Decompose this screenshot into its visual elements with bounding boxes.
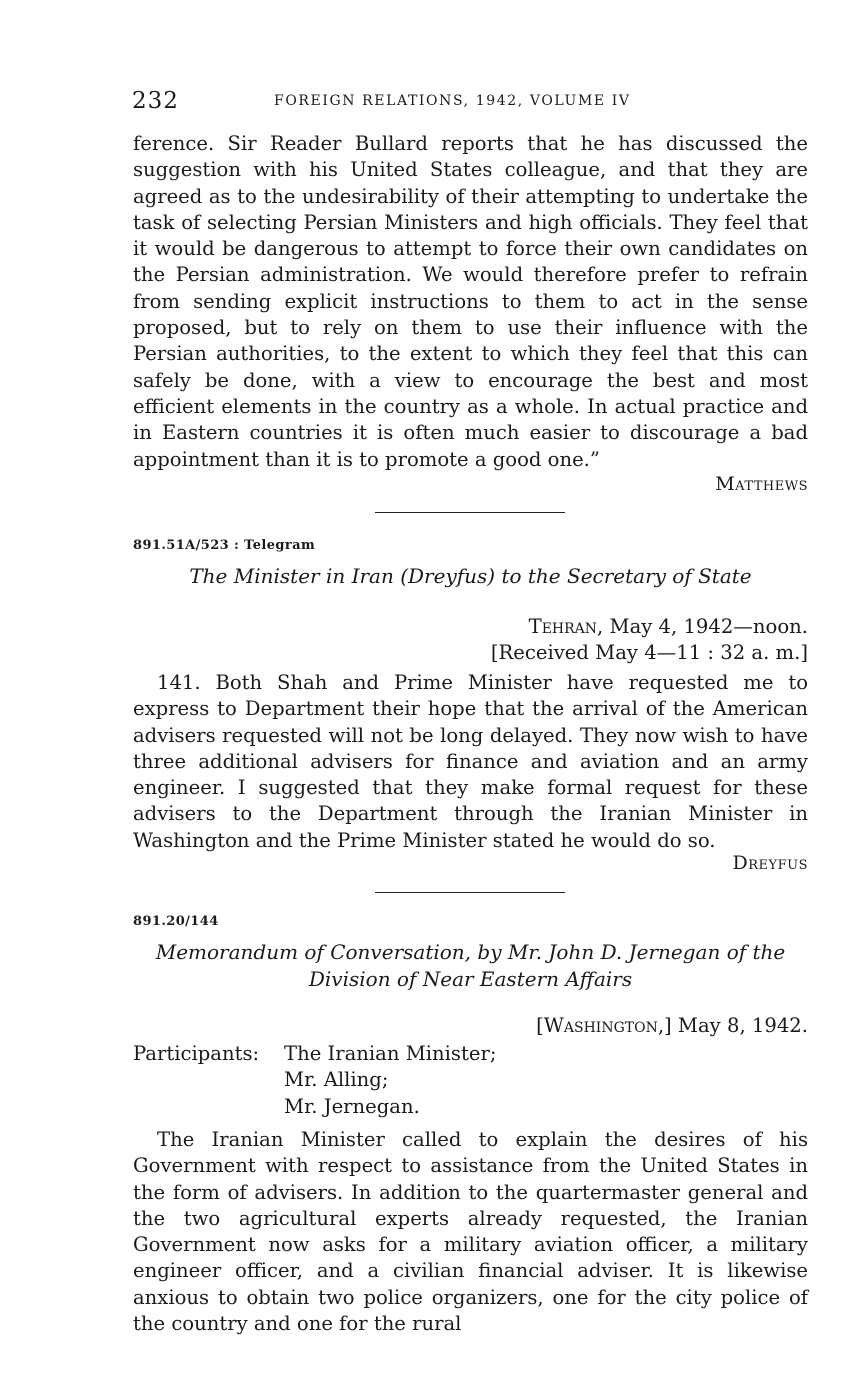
file-reference-telegram: 891.51A/523 : Telegram — [133, 538, 316, 553]
participant: The Iranian Minister; — [284, 1042, 497, 1065]
memorandum-body: The Iranian Minister called to explain the desires of his Government with respect to assistance from the United States in the form of advisers. In addition to the quartermaster general and the two agricultural experts already requested, the Iranian Government now asks for a military aviation officer, a military engineer officer, and a civilian financial adviser. It is likewise anxious to obtain two police organizers, one for the city police of the country and one for the rural — [133, 1128, 808, 1336]
telegram-title: The Minister in Iran (Dreyfus) to the Secretary of State — [189, 564, 752, 588]
dateline-date: May 8, 1942. — [671, 1014, 808, 1037]
section-divider — [375, 892, 565, 893]
signature-dreyfus: Dreyfus — [732, 852, 808, 874]
dateline-place: Tehran — [528, 615, 598, 638]
memorandum-title — [133, 939, 808, 993]
telegram-dateline — [491, 614, 808, 666]
dateline-place: [Washington,] — [536, 1014, 672, 1037]
memorandum-title-line-2: Division of Near Eastern Affairs — [308, 967, 633, 991]
participant: Mr. Jernegan. — [284, 1094, 420, 1118]
participants-label: Participants: — [133, 1042, 260, 1065]
dateline-date: , May 4, 1942—noon. — [597, 615, 808, 638]
participants-list — [284, 1041, 684, 1120]
memorandum-dateline — [536, 1013, 808, 1039]
running-title: FOREIGN RELATIONS, 1942, VOLUME IV — [274, 93, 631, 109]
page-number: 232 — [132, 88, 179, 114]
section-divider — [375, 512, 565, 513]
file-reference-memorandum: 891.20/144 — [133, 914, 219, 929]
continuation-paragraph: ference. Sir Reader Bullard reports that he has discussed the suggestion with his United States colleague, and that they are agreed as to the undesirability of their attempting to undertake the task of selecting Persian Ministers and high officials. They feel that it would be dangerous to attempt to force their own candidates on the Persian administration. We would therefore prefer to refrain from sending explicit instructions to them to act in the sense proposed, but to rely on them to use their influence with the Persian authorities, to the extent to which they feel that this can safely be done, with a view to encourage the best and most efficient elements in the country as a whole. In actual practice and in Eastern countries it is often much easier to discourage a bad appointment than it is to promote a good one.” — [133, 132, 808, 471]
signature-matthews: Matthews — [715, 473, 808, 495]
memorandum-title-line-1: Memorandum of Conversation, by Mr. John D. Jernegan of the — [155, 940, 786, 964]
participant: Mr. Alling; — [284, 1068, 389, 1092]
received-note: [Received May 4—11 : 32 a. m.] — [490, 641, 808, 664]
telegram-body: 141. Both Shah and Prime Minister have requested me to express to Department their hope that the arrival of the American advisers requested will not be long delayed. They now wish to have three additional advisers for finance and aviation and an army engineer. I suggested that they make formal request for these advisers to the Department through the Iranian Minister in Washington and the Prime Minister stated he would do so. — [133, 671, 808, 852]
